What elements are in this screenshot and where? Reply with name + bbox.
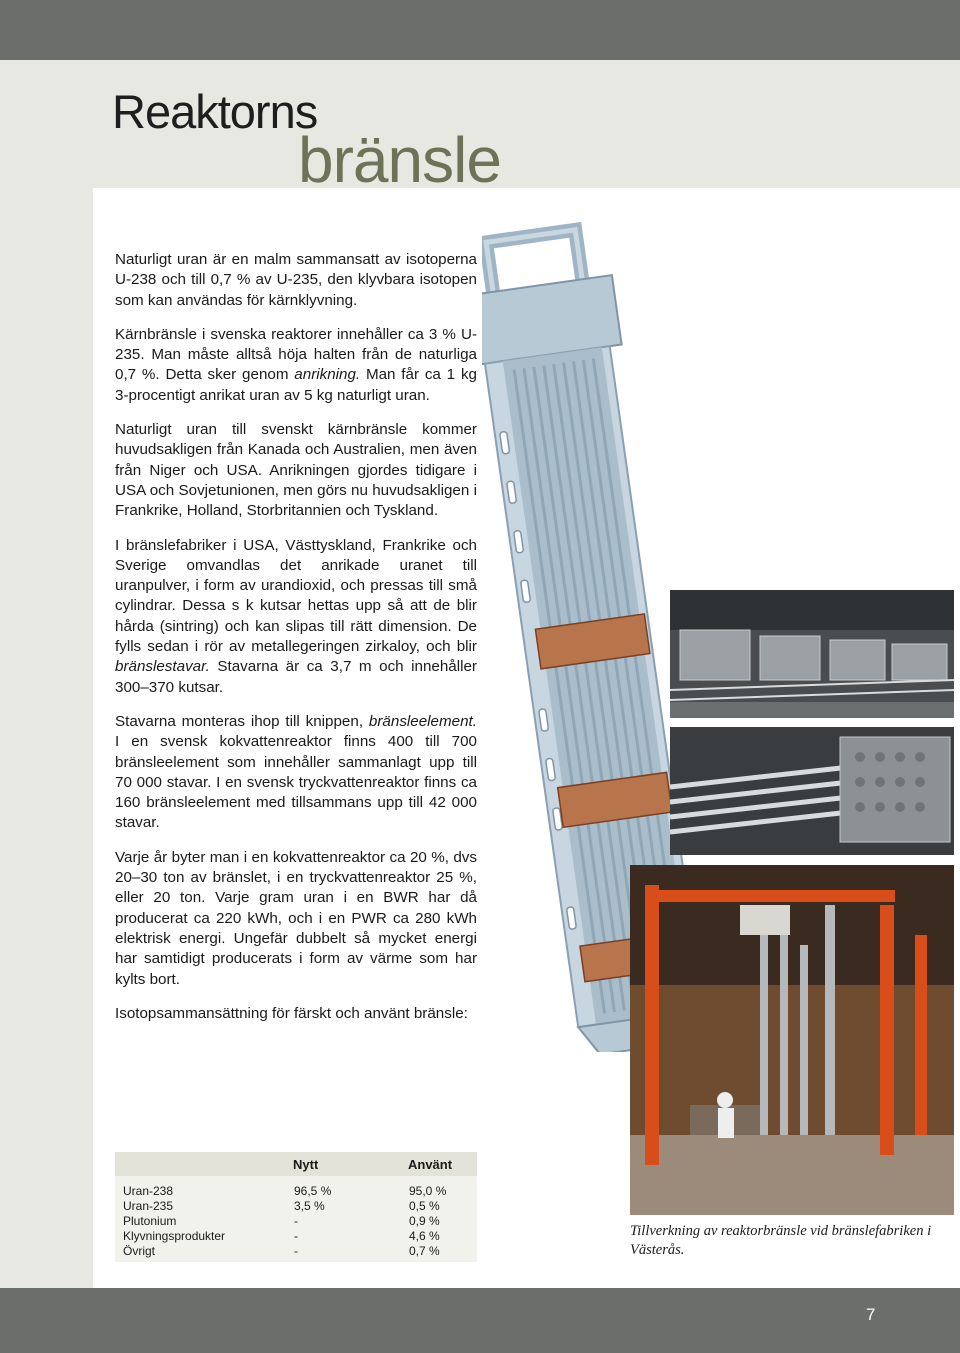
isotope-table [115,1152,477,1262]
term-branslestavar: bränslestavar. [115,658,210,676]
table-row [115,1184,477,1199]
top-bar [0,0,960,60]
table-header [115,1152,477,1176]
table-intro: Isotopsammansättning för färskt och använt bränsle: [115,1004,468,1022]
paragraph-4 [115,536,477,698]
cell-anvant: 95,0 % [409,1184,447,1198]
cell-name: Klyvningsprodukter [123,1229,226,1243]
title-line-2: bränsle [298,124,501,196]
cell-anvant: 4,6 % [409,1229,440,1243]
paragraph-2-tail: Man får ca 1 kg 3-procentigt anrikat uran av 5 kg naturligt uran. [115,366,477,404]
article-body [115,250,477,1034]
paragraph-5-text: Stavarna monteras ihop till knippen, [115,712,369,730]
paragraph-4-tail: Stavarna är ca 3,7 m och innehåller 300–370 kutsar. [115,658,477,696]
paragraph-2 [115,325,477,406]
cell-anvant: 0,7 % [409,1244,440,1258]
cell-name: Uran-235 [123,1199,174,1213]
cell-anvant: 0,5 % [409,1199,440,1213]
photo-assembly-parts [670,590,954,718]
cell-name: Uran-238 [123,1184,174,1198]
title-line-1: Reaktorns [112,85,318,138]
cell-name: Plutonium [123,1214,177,1228]
table-row [115,1199,477,1214]
page-number: 7 [866,1305,876,1324]
photo-factory-hall [630,865,954,1215]
term-anrikning: anrikning. [294,366,361,384]
cell-nytt: - [294,1214,298,1228]
header-nytt: Nytt [293,1157,319,1172]
cell-nytt: 3,5 % [294,1199,325,1213]
cell-nytt: - [294,1229,298,1243]
paragraph-1: Naturligt uran är en malm sammansatt av isotoperna U-238 och till 0,7 % av U-235, den klyvbara isotopen som kan användas för kärnklyvning. [115,251,477,309]
cell-name: Övrigt [123,1244,156,1258]
term-branslelement: bränsleelement. [368,712,477,730]
paragraph-6: Varje år byter man i en kokvattenreaktor ca 20 %, dvs 20–30 ton av bränslet, i en tryckvattenreaktor 25 %, eller 20 ton. Varje gram uran i en BWR har då producerat ca 220 kWh, och i en PWR ca 280 kWh elektrisk energi. Ungefär dubbelt så mycket energi har samtidigt producerats i form av värme som har kylts bort. [115,848,477,988]
table-row [115,1214,477,1229]
paragraph-2-text: Kärnbränsle i svenska reaktorer innehåller ca 3 % U-235. Man måste alltså höja halten från de naturliga 0,7 %. Detta sker genom [115,325,477,384]
photo-caption: Tillverkning av reaktorbränsle vid bränslefabriken i Västerås. [630,1223,932,1258]
cell-anvant: 0,9 % [409,1214,440,1228]
cell-nytt: - [294,1244,298,1258]
paragraph-5-tail: I en svensk kokvattenreaktor finns 400 till 700 bränsleelement som innehåller sammanlagt upp till 70 000 stavar. I en svensk tryckvattenreaktor finns ca 160 bränsleelement med tillsammans upp till 42 000 stavar. [115,733,477,832]
table-row [115,1244,477,1259]
header-anvant: Använt [408,1157,453,1172]
photo-fuel-rods [670,727,954,855]
side-panel [0,60,93,1288]
footer-bar [0,1288,960,1353]
paragraph-5 [115,712,477,834]
paragraph-3: Naturligt uran till svenskt kärnbränsle kommer huvudsakligen från Kanada och Australien, men även från Niger och USA. Anrikningen gjordes tidigare i USA och Sovjetunionen, men görs nu huvudsakligen i Frankrike, Holland, Storbritannien och Tyskland. [115,421,477,520]
cell-nytt: 96,5 % [294,1184,332,1198]
paragraph-4-text: I bränslefabriker i USA, Västtyskland, Frankrike och Sverige omvandlas det anrikade uranet till uranpulver, i form av urandioxid, och pressas till små cylindrar. Dessa s k kutsar hettas upp så att de blir hårda (sintring) och kan slipas till rätt dimension. De fylls sedan i rör av metallegeringen zirkaloy, och blir [115,536,477,656]
table-row [115,1229,477,1244]
